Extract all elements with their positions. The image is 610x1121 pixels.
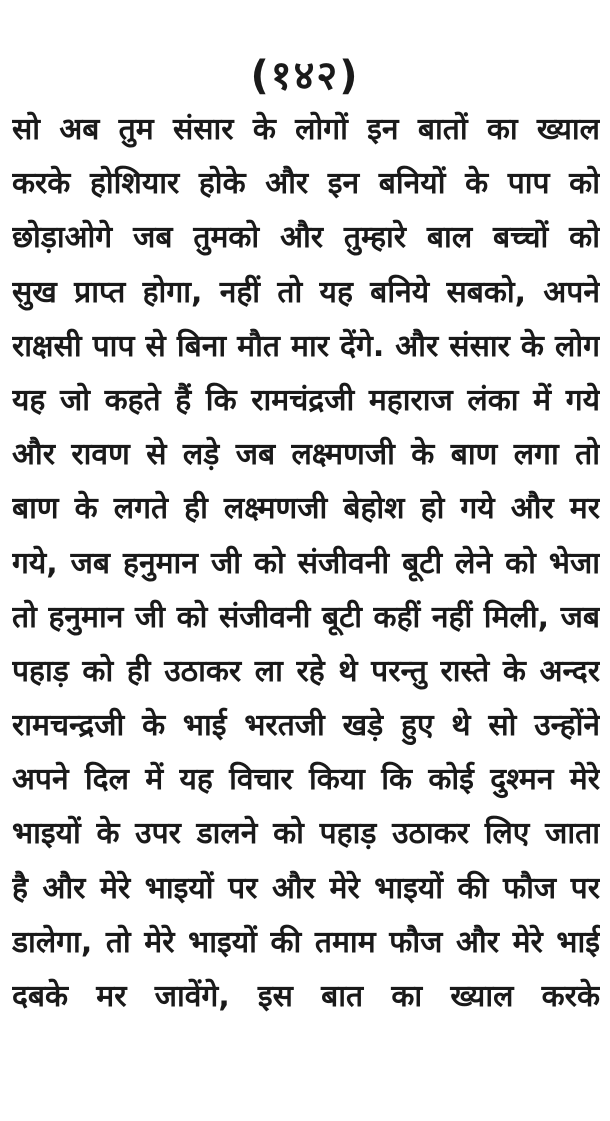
text-line: राक्षसी पाप से बिना मौत मार देंगे. और संसार के लोग	[12, 328, 600, 364]
text-line: अपने दिल में यह विचार किया कि कोई दुश्मन मेरे	[12, 762, 600, 798]
text-line: सो अब तुम संसार के लोगों इन बातों का ख्याल	[12, 112, 600, 147]
text-line: दबके मर जावेंगे, इस बात का ख्याल करके	[12, 979, 600, 1014]
text-line: डालेगा, तो मेरे भाइयों की तमाम फौज और मेरे भाई	[12, 924, 600, 960]
text-line: सुख प्राप्त होगा, नहीं तो यह बनिये सबको, अपने	[12, 274, 600, 310]
text-line: तो हनुमान जी को संजीवनी बूटी कहीं नहीं मिली, जब	[12, 599, 600, 635]
text-line: भाइयों के उपर डालने को पहाड़ उठाकर लिए जाता	[12, 816, 600, 852]
text-line: बाण के लगते ही लक्ष्मणजी बेहोश हो गये और मर	[12, 491, 600, 527]
text-line: और रावण से लड़े जब लक्ष्मणजी के बाण लगा तो	[12, 437, 600, 473]
text-line: रामचन्द्रजी के भाई भरतजी खड़े हुए थे सो उन्होंने	[12, 708, 600, 744]
body-text	[12, 103, 600, 1024]
text-line: करके होशियार होके और इन बनियों के पाप को	[12, 166, 600, 202]
text-line: है और मेरे भाइयों पर और मेरे भाइयों की फौज पर	[12, 870, 600, 906]
text-line: गये, जब हनुमान जी को संजीवनी बूटी लेने को भेजा	[12, 545, 600, 581]
text-line: छोड़ाओगे जब तुमको और तुम्हारे बाल बच्चों को	[12, 220, 600, 256]
text-line: यह जो कहते हैं कि रामचंद्रजी महाराज लंका में गये	[12, 382, 600, 418]
page-number: (१४२)	[250, 53, 360, 99]
text-line: पहाड़ को ही उठाकर ला रहे थे परन्तु रास्ते के अन्दर	[12, 653, 600, 689]
